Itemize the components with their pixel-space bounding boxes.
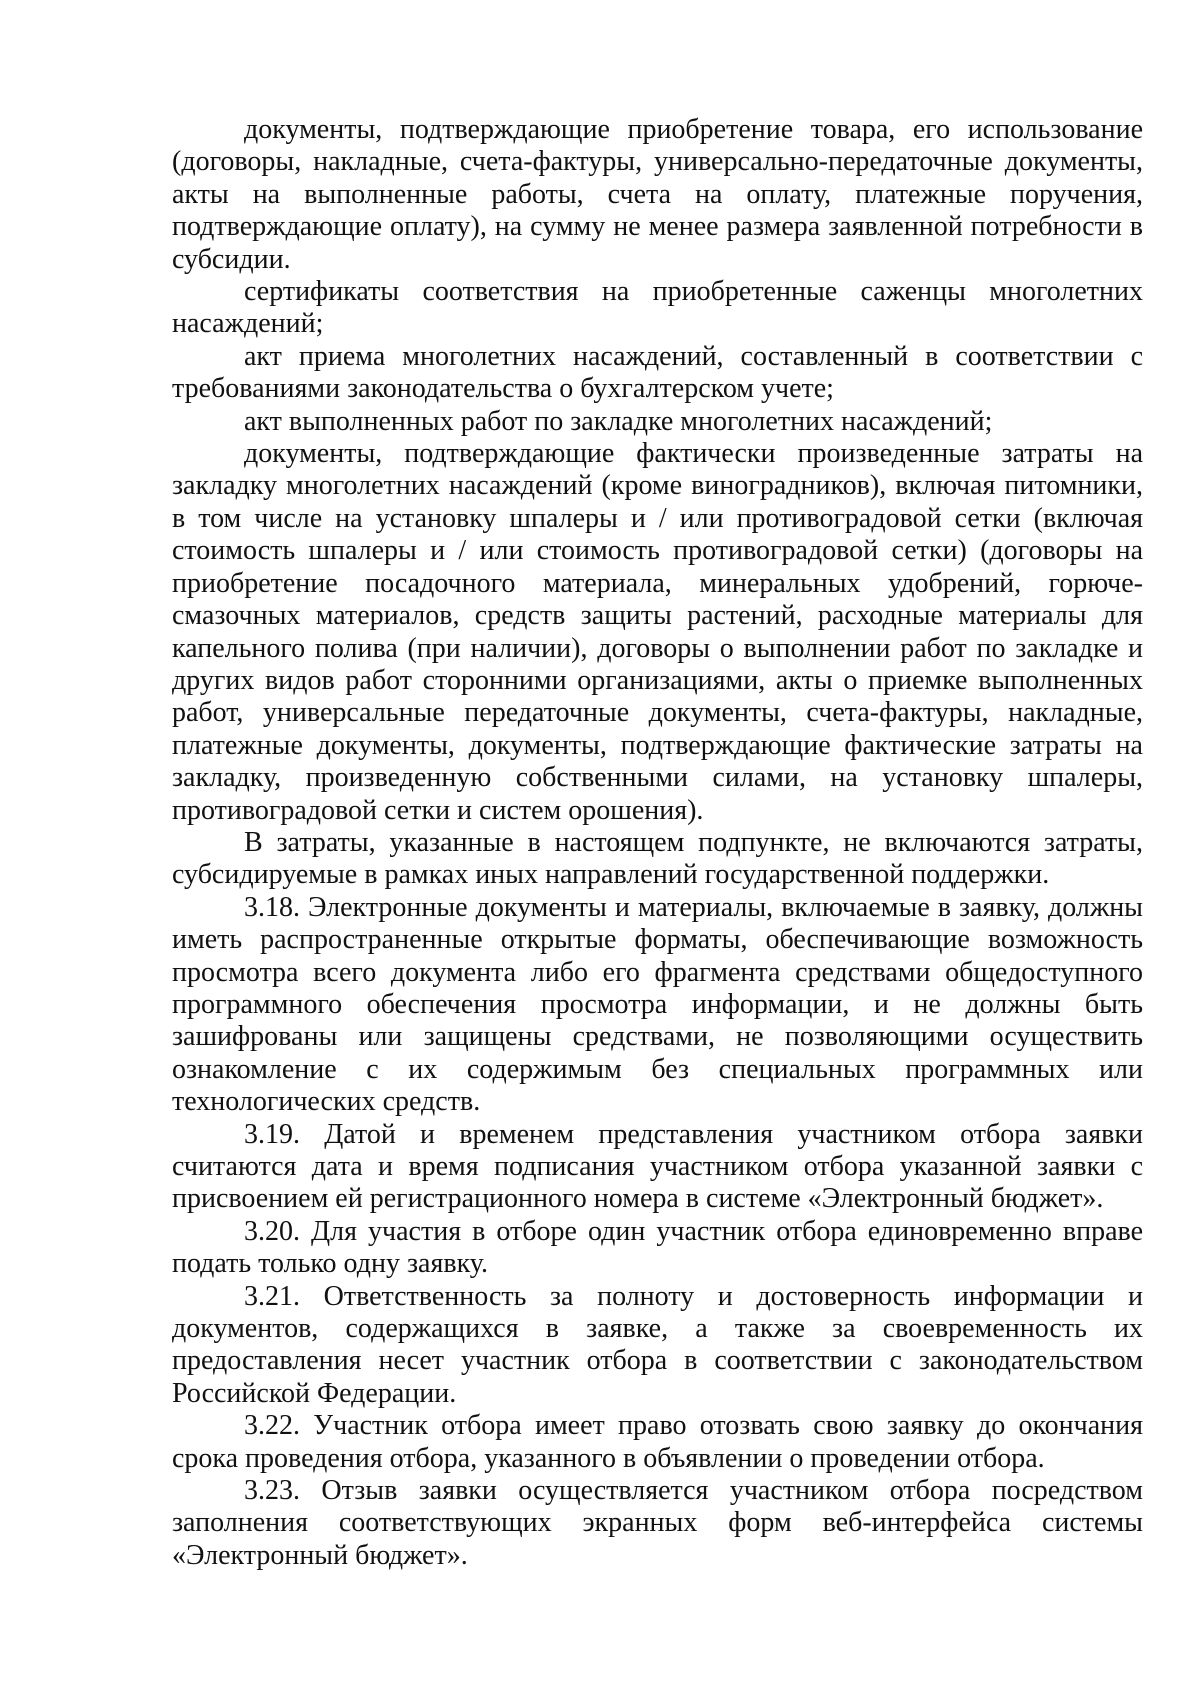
paragraph-3-23: 3.23. Отзыв заявки осуществляется участником отбора посредством заполнения соответствующих экранных форм веб-интерфейса системы «Электронный бюджет». xyxy=(172,1475,1143,1571)
paragraph-3-21: 3.21. Ответственность за полноту и достоверность информации и документов, содержащихся в заявке, а также за своевременность их предоставления несет участник отбора в соответствии с законодательством Российской Федерации. xyxy=(172,1280,1143,1409)
paragraph-works-act: акт выполненных работ по закладке многолетних насаждений; xyxy=(244,405,993,437)
paragraph-3-20: 3.20. Для участия в отборе один участник отбора единовременно вправе подать только одну заявку. xyxy=(172,1215,1143,1280)
paragraph-purchase-documents: документы, подтверждающие приобретение товара, его использование (договоры, накладные, счета-фактуры, универсально-передаточные документы, акты на выполненные работы, счета на оплату, платежные поручения, подтверждающие оплату), на сумму не менее размера заявленной потребности в субсидии. xyxy=(172,114,1143,275)
paragraph-seedling-certificates: сертификаты соответствия на приобретенные саженцы многолетних насаждений; xyxy=(172,276,1143,340)
paragraph-excluded-costs: В затраты, указанные в настоящем подпункте, не включаются затраты, субсидируемые в рамках иных направлений государственной поддержки. xyxy=(172,826,1143,891)
document-page xyxy=(172,114,1143,1572)
paragraph-actual-costs-documents: документы, подтверждающие фактически произведенные затраты на закладку многолетних насаждений (кроме виноградников), включая питомники, в том числе на установку шпалеры и / или противоградовой сетки (включая стоимость шпалеры и / или стоимость противоградовой сетки) (договоры на приобретение посадочного материала, минеральных удобрений, горюче-смазочных материалов, средств защиты растений, расходные материалы для капельного полива (при наличии), договоры о выполнении работ по закладке и других видов работ сторонними организациями, акты о приемке выполненных работ, универсальные передаточные документы, счета-фактуры, накладные, платежные документы, документы, подтверждающие фактические затраты на закладку, произведенную собственными силами, на установку шпалеры, противоградовой сетки и систем орошения). xyxy=(172,438,1143,826)
paragraph-acceptance-act: акт приема многолетних насаждений, составленный в соответствии с требованиями законодательства о бухгалтерском учете; xyxy=(172,340,1143,405)
paragraph-3-19: 3.19. Датой и временем представления участником отбора заявки считаются дата и время подписания участником отбора указанной заявки с присвоением ей регистрационного номера в системе «Электронный бюджет». xyxy=(172,1118,1143,1215)
paragraph-3-22: 3.22. Участник отбора имеет право отозвать свою заявку до окончания срока проведения отбора, указанного в объявлении о проведении отбора. xyxy=(172,1410,1143,1474)
paragraph-3-18: 3.18. Электронные документы и материалы, включаемые в заявку, должны иметь распространенные открытые форматы, обеспечивающие возможность просмотра всего документа либо его фрагмента средствами общедоступного программного обеспечения просмотра информации, и не должны быть зашифрованы или защищены средствами, не позволяющими осуществить ознакомление с их содержимым без специальных программных или технологических средств. xyxy=(172,891,1143,1118)
